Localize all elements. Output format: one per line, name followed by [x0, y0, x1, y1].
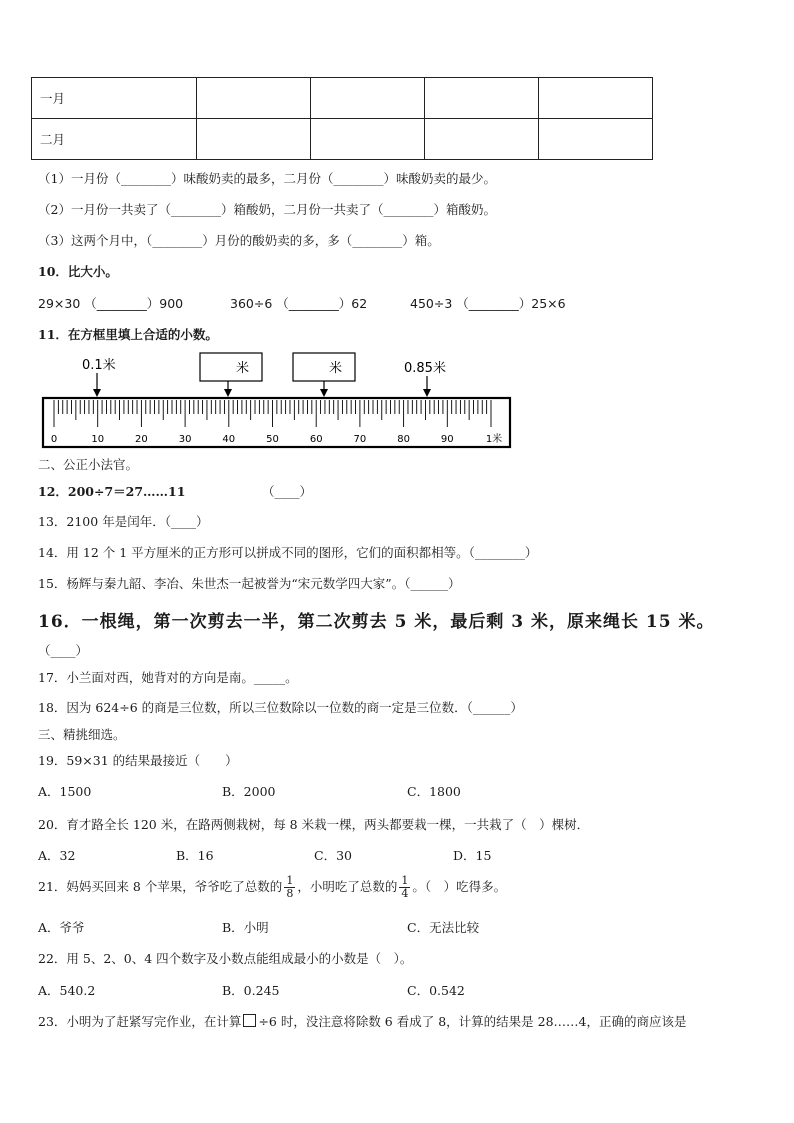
- q22-option-b[interactable]: B．0.245: [222, 983, 280, 998]
- tick-label: 80: [397, 434, 410, 445]
- empty-box-icon: [243, 1014, 256, 1027]
- q22-option-a[interactable]: A．540.2: [38, 983, 96, 998]
- q19-option-a[interactable]: A．1500: [38, 784, 92, 799]
- table-cell: [539, 119, 653, 160]
- q20-option-a[interactable]: A．32: [38, 848, 76, 863]
- q17-text: 17．小兰面对西，她背对的方向是南。_____。: [38, 670, 298, 685]
- ruler-figure: [40, 348, 515, 450]
- table-row: [32, 78, 653, 119]
- q21-mid: ，小明吃了总数的: [297, 879, 398, 894]
- denominator: 8: [286, 887, 294, 900]
- q21-option-a[interactable]: A．爷爷: [38, 920, 85, 935]
- q20-text: 20．育才路全长 120 米，在路两侧栽树，每 8 米栽一棵，两头都要栽一棵，一共栽了（ ）棵树．: [38, 817, 590, 832]
- q19-option-b[interactable]: B．2000: [222, 784, 276, 799]
- q21-option-c[interactable]: C．无法比较: [407, 920, 480, 935]
- q9-sub3: （3）这两个月中，（________）月份的酸奶卖的多，多（________）箱。: [38, 233, 440, 248]
- q22-option-c[interactable]: C．0.542: [407, 983, 465, 998]
- table-cell: [425, 78, 539, 119]
- answer-box[interactable]: [293, 353, 355, 381]
- q13-text: 13．2100 年是闰年．（____）: [38, 514, 209, 529]
- table-cell: [539, 78, 653, 119]
- q21-pre: 21．妈妈买回来 8 个苹果，爷爷吃了总数的: [38, 879, 283, 894]
- q19-option-c[interactable]: C．1800: [407, 784, 461, 799]
- q18-text: 18．因为 624÷6 的商是三位数，所以三位数除以一位数的商一定是三位数．（______）: [38, 700, 523, 715]
- tick-label: 50: [266, 434, 279, 445]
- q23-pre: 23．小明为了赶紧写完作业，在计算: [38, 1014, 242, 1029]
- tick-label: 60: [309, 434, 323, 445]
- q9-sub1: （1）一月份（________）味酸奶卖的最多，二月份（________）味酸奶卖的最少。: [38, 171, 496, 186]
- tick-label: 0: [50, 434, 58, 445]
- tick-label: 20: [135, 434, 148, 445]
- q12-text: 12．200÷7＝27……11: [38, 484, 186, 499]
- section-2-title: 二、公正小法官。: [38, 457, 139, 472]
- q15-text: 15．杨辉与秦九韶、李冶、朱世杰一起被誉为“宋元数学四大家”。（______）: [38, 576, 461, 591]
- tick-label: 10: [91, 434, 105, 445]
- q14-text: 14．用 12 个 1 平方厘米的正方形可以拼成不同的图形，它们的面积都相等。（________）: [38, 545, 538, 560]
- sales-table: [31, 77, 653, 160]
- numerator: 1: [401, 874, 409, 887]
- q21-post: 。（ ）吃得多。: [412, 879, 507, 894]
- denominator: 4: [401, 887, 409, 900]
- q21-option-b[interactable]: B．小明: [222, 920, 269, 935]
- q20-option-d[interactable]: D．15: [453, 848, 492, 863]
- q20-option-c[interactable]: C．30: [314, 848, 352, 863]
- box-unit: 米: [329, 361, 343, 376]
- label-0-85: 0.85米: [404, 361, 446, 376]
- section-3-title: 三、精挑细选。: [38, 727, 126, 742]
- table-cell: [197, 78, 311, 119]
- fraction-one-quarter: [399, 875, 410, 900]
- q9-sub2: （2）一月份一共卖了（________）箱酸奶，二月份一共卖了（________）箱酸奶。: [38, 202, 496, 217]
- fraction-one-eighth: [284, 875, 295, 900]
- q20-option-b[interactable]: B．16: [176, 848, 214, 863]
- q10-item-c: 450÷3 （________）25×6: [410, 296, 566, 311]
- arrow-down-icon: [224, 389, 232, 397]
- table-cell: [425, 119, 539, 160]
- table-cell: [311, 119, 425, 160]
- q22-text: 22．用 5、2、0、4 四个数字及小数点能组成最小的小数是（ ）。: [38, 951, 413, 966]
- q23-post: ÷6 时，没注意将除数 6 看成了 8，计算的结果是 28……4，正确的商应该是: [258, 1014, 687, 1029]
- q21-text: [38, 872, 506, 902]
- q16-text: 16．一根绳，第一次剪去一半，第二次剪去 5 米，最后剩 3 米，原来绳长 15 米。: [38, 612, 715, 632]
- tick-label: 1米: [485, 434, 503, 445]
- tick-label: 70: [353, 434, 367, 445]
- answer-box[interactable]: [200, 353, 262, 381]
- arrow-down-icon: [423, 389, 431, 397]
- tick-label: 40: [222, 434, 236, 445]
- q19-text: 19．59×31 的结果最接近（ ）: [38, 753, 238, 768]
- arrow-down-icon: [320, 389, 328, 397]
- row-label: 一月: [32, 78, 197, 119]
- q10-item-a: 29×30 （________）900: [38, 296, 184, 311]
- numerator: 1: [286, 874, 294, 887]
- q23-text: [38, 1012, 686, 1030]
- q12-blank: （____）: [262, 484, 313, 499]
- table-cell: [311, 78, 425, 119]
- box-unit: 米: [236, 361, 250, 376]
- q10-item-b: 360÷6 （________）62: [230, 296, 368, 311]
- row-label: 二月: [32, 119, 197, 160]
- q16-blank: （____）: [38, 643, 89, 658]
- table-row: [32, 119, 653, 160]
- arrow-down-icon: [93, 389, 101, 397]
- label-0-1: 0.1米: [82, 358, 116, 373]
- q10-title: 10．比大小。: [38, 264, 118, 279]
- q11-title: 11．在方框里填上合适的小数。: [38, 327, 218, 342]
- tick-label: 30: [178, 434, 192, 445]
- table-cell: [197, 119, 311, 160]
- tick-label: 90: [440, 434, 454, 445]
